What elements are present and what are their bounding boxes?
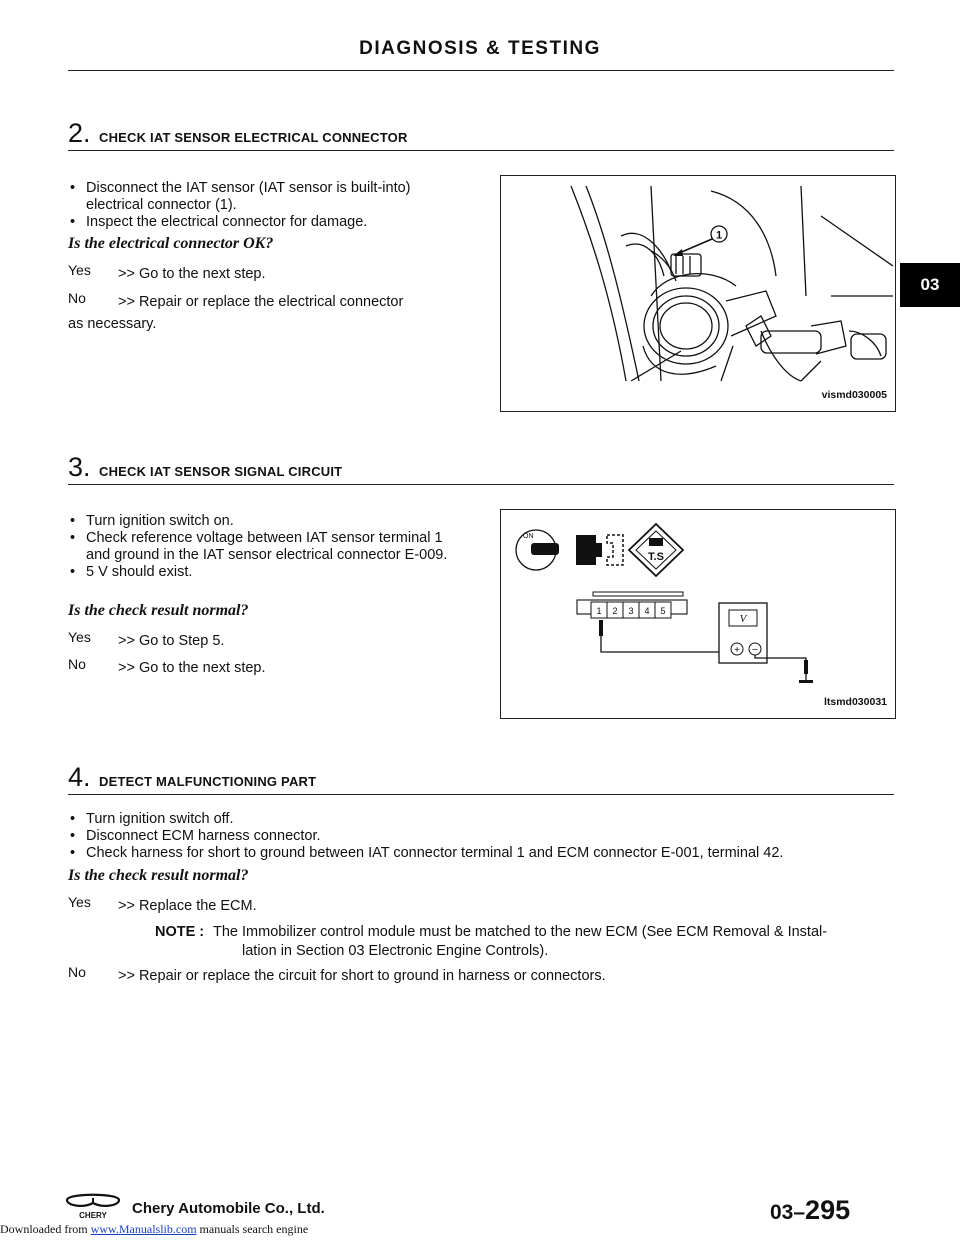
ts-label: T.S <box>648 551 664 563</box>
page-number <box>770 1195 850 1226</box>
step-3-yes-text: >> Go to Step 5. <box>118 633 225 649</box>
step-3-rule <box>68 484 894 485</box>
list-item: • Inspect the electrical connector for damage. <box>68 214 468 231</box>
step-2-no-text-cont: as necessary. <box>68 316 157 332</box>
list-item: • Check harness for short to ground between IAT connector terminal 1 and ECM connector E-001, terminal 42. <box>68 845 894 862</box>
step-4-heading <box>68 762 316 793</box>
step-3-number: 3. <box>68 452 91 482</box>
step-3-question: Is the check result normal? <box>68 602 249 619</box>
header-rule <box>68 70 894 71</box>
connector-icon <box>576 535 623 565</box>
list-item: • Turn ignition switch on. <box>68 513 464 530</box>
meter-symbol: V <box>739 613 747 625</box>
step-2-title: CHECK IAT SENSOR ELECTRICAL CONNECTOR <box>98 130 408 145</box>
meter-plus: + <box>734 645 740 656</box>
list-item: • Check reference voltage between IAT sensor terminal 1 and ground in the IAT sensor electrical connector E-009. <box>68 530 464 564</box>
step-4-rule <box>68 794 894 795</box>
callout-label: 1 <box>715 229 723 242</box>
step-2-no-text: >> Repair or replace the electrical connector <box>118 294 404 310</box>
list-item: • Disconnect the IAT sensor (IAT sensor is built-into) electrical connector (1). <box>68 180 468 214</box>
download-prefix: Downloaded from <box>0 1222 88 1236</box>
step-4-no-label: No <box>68 964 86 980</box>
step-2-question: Is the electrical connector OK? <box>68 235 274 252</box>
manualslib-link[interactable]: www.Manualslib.com <box>90 1222 197 1236</box>
step-2-yes-label: Yes <box>68 262 91 278</box>
voltage-check-diagram <box>501 510 895 718</box>
step-3-bullets <box>68 513 464 581</box>
pin-label: 3 <box>628 606 634 616</box>
engine-bay-illustration <box>501 176 895 411</box>
chery-logo-icon <box>62 1190 124 1220</box>
note-label: NOTE : <box>155 924 205 940</box>
note-text: The Immobilizer control module must be matched to the new ECM (See ECM Removal & Instal- <box>213 924 828 940</box>
pin-label: 4 <box>644 606 650 616</box>
step-3-title: CHECK IAT SENSOR SIGNAL CIRCUIT <box>98 464 343 479</box>
figure-2-id: ltsmd030031 <box>823 696 887 708</box>
step-4-yes-text: >> Replace the ECM. <box>118 898 257 914</box>
step-3-no-text: >> Go to the next step. <box>118 660 266 676</box>
step-2-number: 2. <box>68 118 91 148</box>
figure-voltage-check <box>500 509 896 719</box>
note-text-cont: lation in Section 03 Electronic Engine Controls). <box>242 943 549 959</box>
test-probe <box>599 620 603 636</box>
pin-label: 2 <box>612 606 618 616</box>
figure-iat-connector <box>500 175 896 412</box>
pin-label: 5 <box>660 606 666 616</box>
step-4-question: Is the check result normal? <box>68 867 249 884</box>
download-suffix: manuals search engine <box>199 1222 309 1236</box>
list-item: • Turn ignition switch off. <box>68 811 894 828</box>
step-3-yes-label: Yes <box>68 629 91 645</box>
step-2-yes-text: >> Go to the next step. <box>118 266 266 282</box>
step-2-bullets <box>68 180 468 231</box>
ignition-on-label: ON <box>523 533 534 540</box>
logo-text: CHERY <box>79 1211 107 1220</box>
step-4-no-text: >> Repair or replace the circuit for short to ground in harness or connectors. <box>118 968 606 984</box>
voltmeter-icon <box>719 603 767 663</box>
page-header-title: DIAGNOSIS & TESTING <box>359 38 601 59</box>
service-tool-icon <box>629 524 683 576</box>
step-4-bullets <box>68 811 894 862</box>
step-4-title: DETECT MALFUNCTIONING PART <box>98 774 317 789</box>
step-2-heading <box>68 118 408 149</box>
ignition-key-icon <box>516 530 559 570</box>
step-3-heading <box>68 452 342 483</box>
page-number-value: 295 <box>805 1195 851 1225</box>
step-2-no-label: No <box>68 290 86 306</box>
figure-1-id: vismd030005 <box>821 389 887 401</box>
ground-symbol <box>799 674 813 683</box>
page-prefix: 03– <box>770 1201 806 1224</box>
meter-minus: – <box>752 644 758 655</box>
section-tab: 03 <box>900 263 960 307</box>
footer-company: Chery Automobile Co., Ltd. <box>132 1200 325 1217</box>
step-2-rule <box>68 150 894 151</box>
step-4-number: 4. <box>68 762 91 792</box>
step-3-no-label: No <box>68 656 86 672</box>
download-notice <box>0 1222 308 1237</box>
connector-pins <box>591 602 671 618</box>
step-4-yes-label: Yes <box>68 894 91 910</box>
pin-label: 1 <box>596 606 602 616</box>
list-item: • 5 V should exist. <box>68 564 464 581</box>
list-item: • Disconnect ECM harness connector. <box>68 828 894 845</box>
